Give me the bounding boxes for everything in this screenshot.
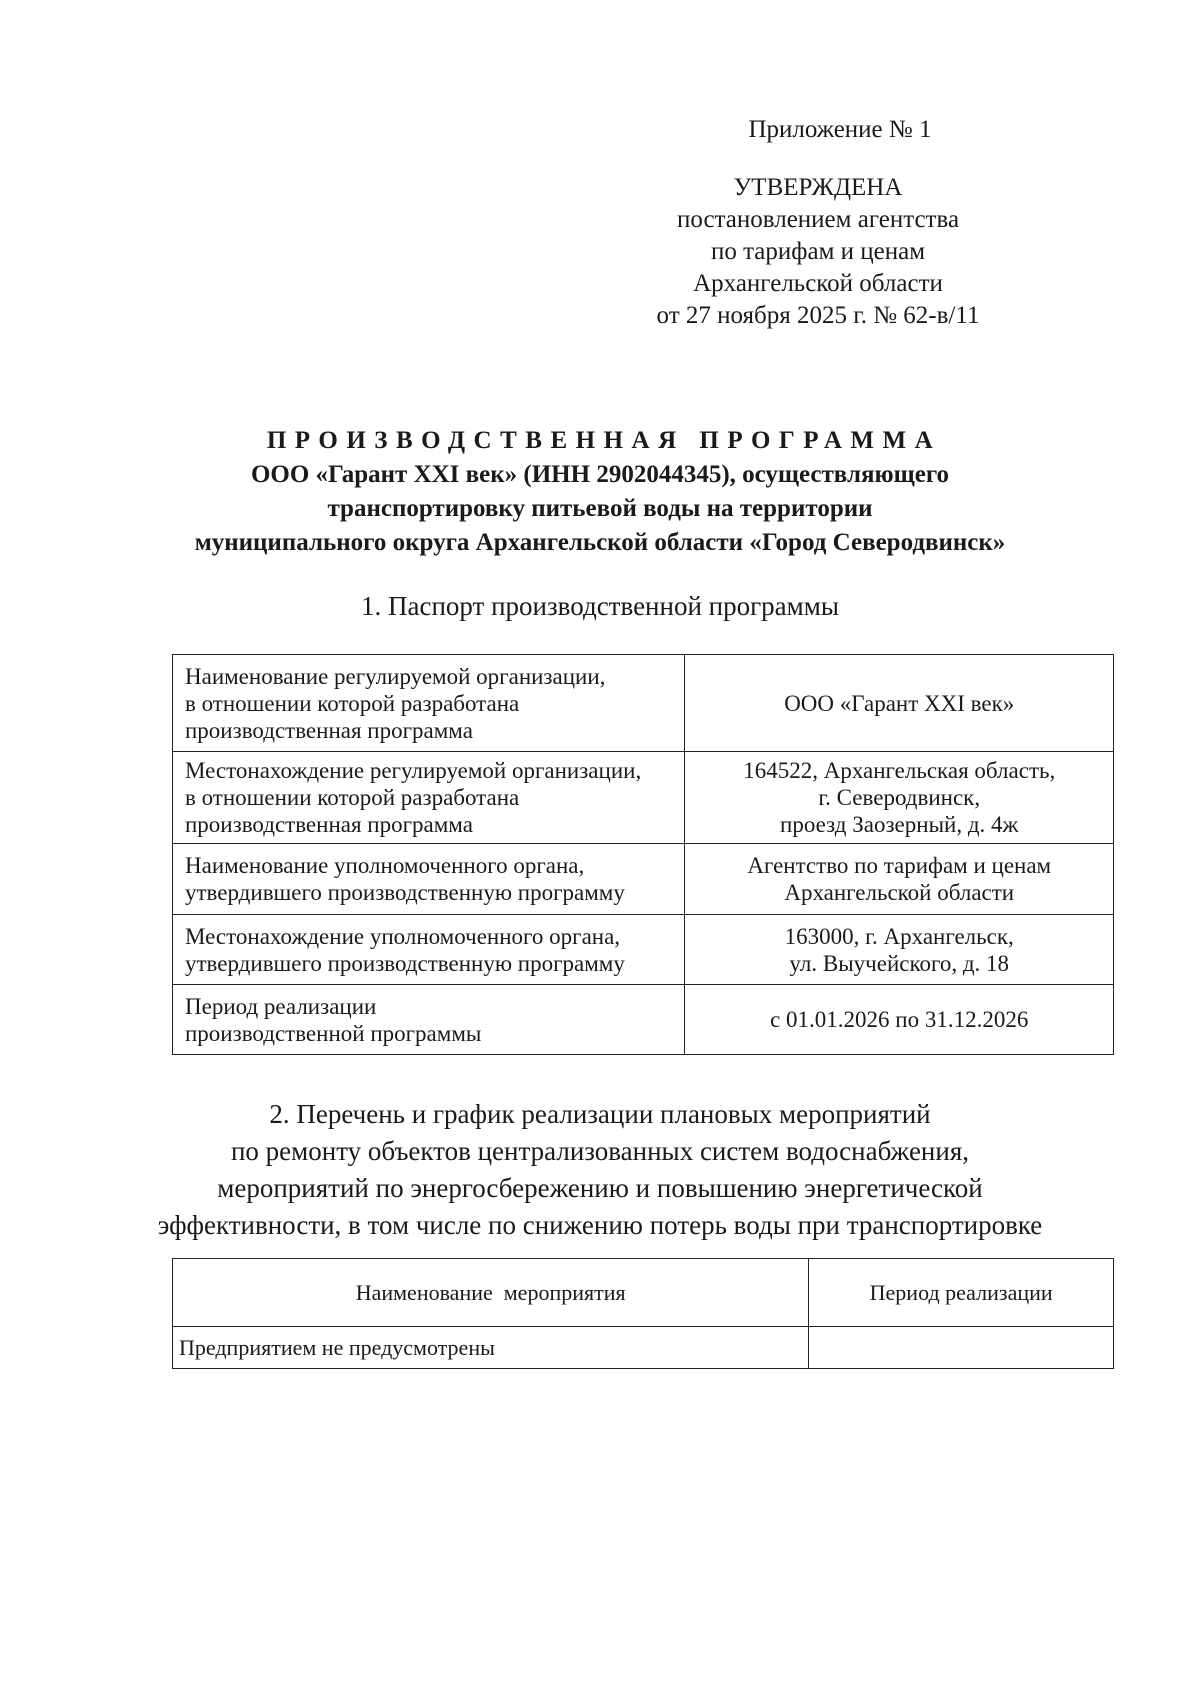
program-title-main: ПРОИЗВОДСТВЕННАЯ ПРОГРАММА (266, 427, 942, 454)
passport-row-label: Наименование уполномоченного органа, утвердившего производственную программу (173, 844, 685, 915)
section-2-heading-line: мероприятий по энергосбережению и повышению энергетической (217, 1173, 983, 1203)
passport-row-value: с 01.01.2026 по 31.12.2026 (685, 985, 1114, 1055)
passport-table (172, 654, 1114, 1055)
passport-row (173, 655, 1114, 752)
passport-row-value: 164522, Архангельская область, г. Северодвинск, проезд Заозерный, д. 4ж (685, 752, 1114, 844)
section-2-heading-line: 2. Перечень и график реализации плановых мероприятий (269, 1099, 931, 1129)
measure-name-cell: Предприятием не предусмотрены (173, 1327, 809, 1369)
column-header-measure-name: Наименование мероприятия (173, 1259, 809, 1327)
passport-row-value: 163000, г. Архангельск, ул. Выучейского, д. 18 (685, 915, 1114, 985)
program-title (0, 424, 1200, 560)
passport-row-value: Агентство по тарифам и ценам Архангельской области (685, 844, 1114, 915)
measures-header-row (173, 1259, 1114, 1327)
section-2-heading (0, 1096, 1200, 1244)
passport-row-label: Местонахождение уполномоченного органа, утвердившего производственную программу (173, 915, 685, 985)
passport-row (173, 752, 1114, 844)
section-1-heading: 1. Паспорт производственной программы (361, 591, 839, 621)
passport-row (173, 844, 1114, 915)
appendix-number: Приложение № 1 (748, 116, 932, 143)
passport-row (173, 915, 1114, 985)
passport-row-value: ООО «Гарант XXI век» (685, 655, 1114, 752)
passport-row-label: Наименование регулируемой организации, в отношении которой разработана производственная программа (173, 655, 685, 752)
approved-stamp-text: УТВЕРЖДЕНА (733, 174, 903, 201)
section-2-heading-line: по ремонту объектов централизованных систем водоснабжения, (230, 1136, 970, 1166)
measures-table (172, 1258, 1114, 1369)
passport-row-label: Период реализации производственной программы (173, 985, 685, 1055)
approval-line-2: по тарифам и ценам (710, 238, 926, 265)
passport-row (173, 985, 1114, 1055)
approval-line-1: постановлением агентства (676, 206, 960, 233)
program-title-line-1: ООО «Гарант XXI век» (ИНН 2902044345), осуществляющего (250, 461, 950, 488)
column-header-period: Период реализации (809, 1259, 1114, 1327)
approval-line-3: Архангельской области (693, 270, 943, 297)
table-row (173, 1327, 1114, 1369)
measure-period-cell (809, 1327, 1114, 1369)
program-title-line-3: муниципального округа Архангельской области «Город Северодвинск» (194, 529, 1006, 556)
passport-row-label: Местонахождение регулируемой организации, в отношении которой разработана производственная программа (173, 752, 685, 844)
section-2-heading-line: эффективности, в том числе по снижению потерь воды при транспортировке (157, 1210, 1043, 1240)
approval-line-4: от 27 ноября 2025 г. № 62-в/11 (656, 302, 980, 329)
program-title-line-2: транспортировку питьевой воды на территории (327, 495, 873, 522)
